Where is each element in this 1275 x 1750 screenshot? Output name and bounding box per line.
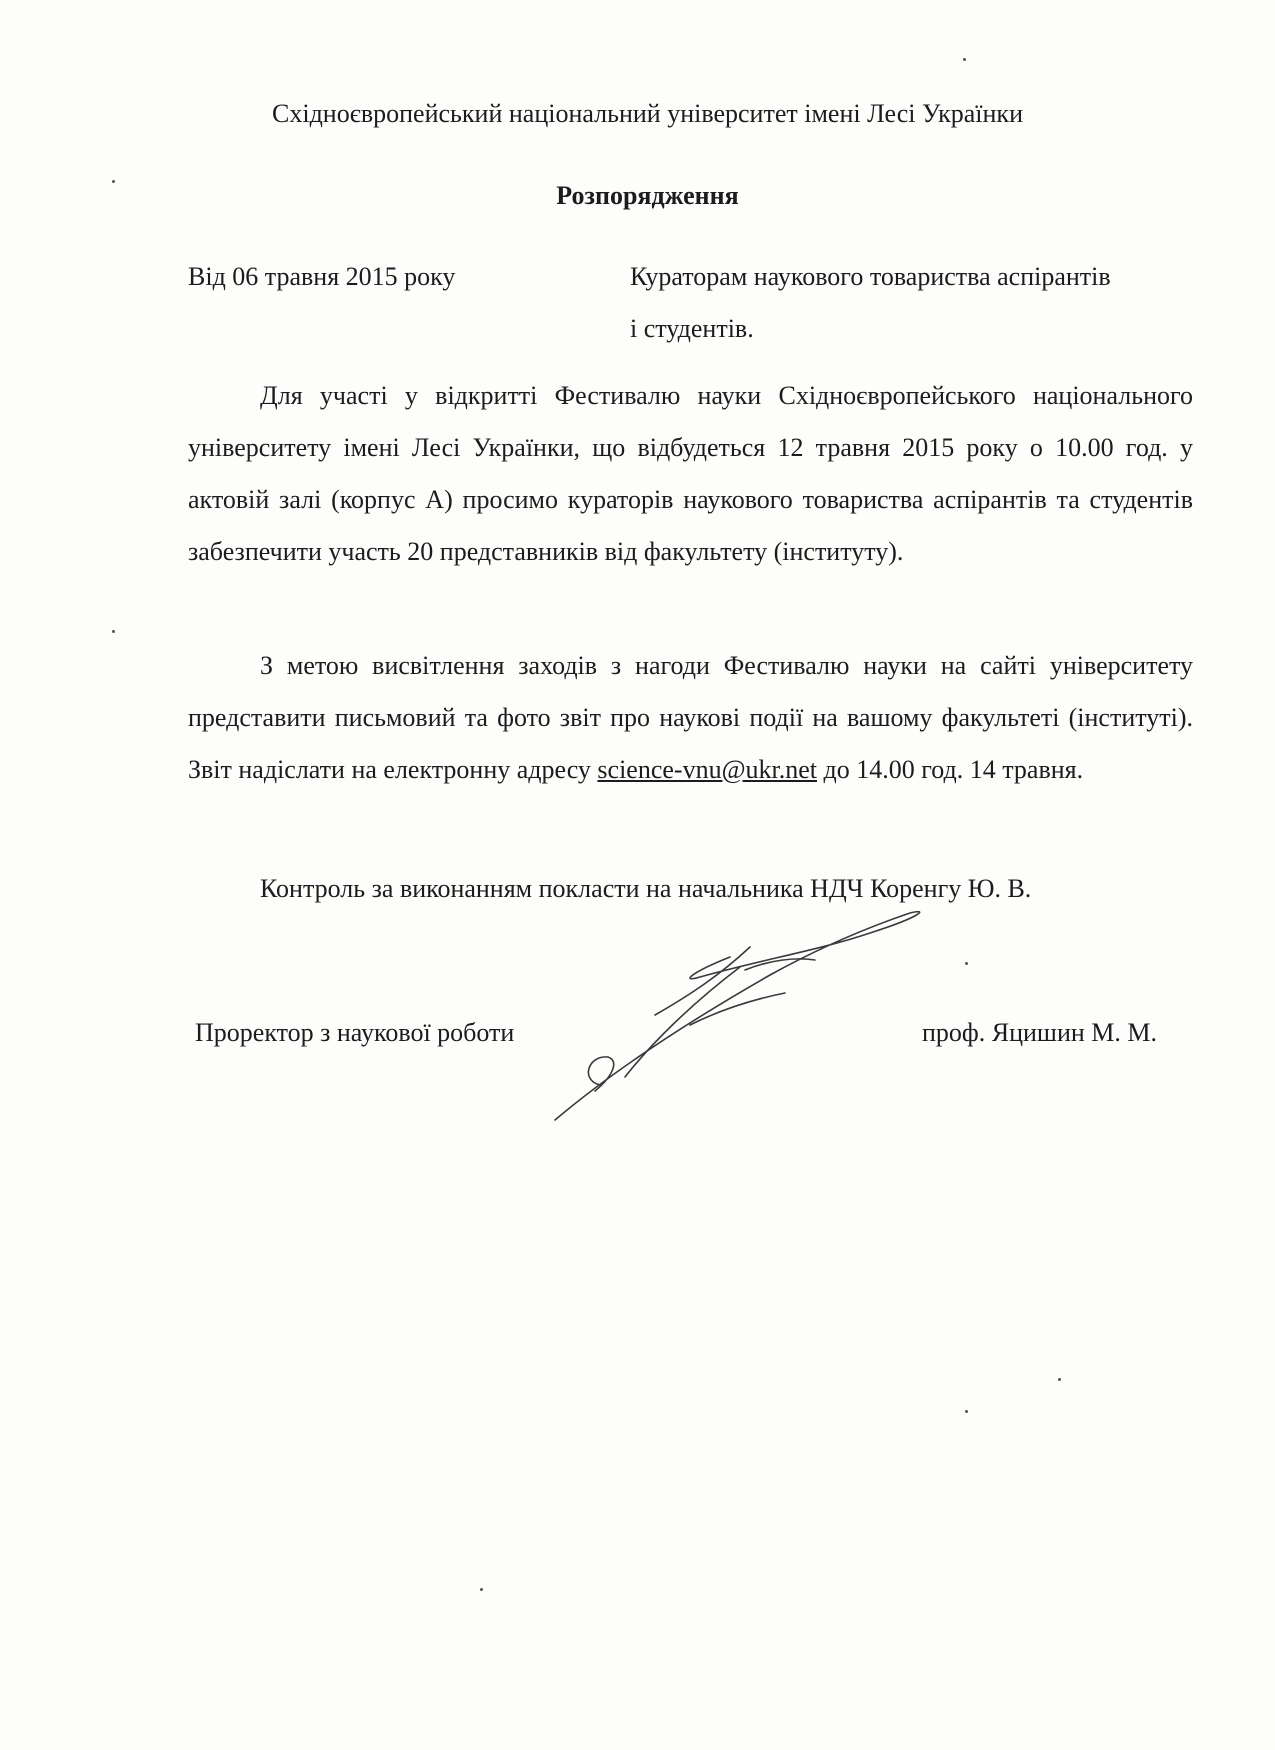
scan-speck xyxy=(963,58,966,61)
scan-speck xyxy=(112,630,115,633)
scan-speck xyxy=(480,1588,483,1591)
university-name: Східноєвропейський національний університет імені Лесі Українки xyxy=(272,99,1023,128)
paragraph-festival-participation xyxy=(188,370,1193,578)
scan-speck xyxy=(112,180,115,183)
scan-speck xyxy=(1058,1378,1061,1381)
handwritten-signature xyxy=(540,905,960,1135)
email-link[interactable]: science-vnu@ukr.net xyxy=(597,755,818,784)
paragraph-1-text: Для участі у відкритті Фестивалю науки Східноєвропейського національного університету імені Лесі Українки, що відбудеться 12 травня 2015 року о 10.00 год. у актовій залі (корпус А) просимо кураторів наукового товариства аспірантів та студентів забезпечити участь 20 представників від факультету (інституту). xyxy=(188,381,1193,566)
control-statement: Контроль за виконанням покласти на начальника НДЧ Коренгу Ю. В. xyxy=(260,874,1032,903)
scan-speck xyxy=(965,1410,968,1413)
scan-speck xyxy=(965,962,968,965)
paragraph-2-text: З метою висвітлення заходів з нагоди Фестивалю науки на сайті університету представити письмовий та фото звіт про наукові події на вашому факультеті (інституті). Звіт надіслати на електронну адресу xyxy=(188,651,1193,784)
addressee-line-1: Кураторам наукового товариства аспірантів xyxy=(630,262,1111,291)
document-date: Від 06 травня 2015 року xyxy=(188,262,456,291)
signatory-position: Проректор з наукової роботи xyxy=(195,1018,515,1047)
document-title: Розпорядження xyxy=(556,181,739,210)
paragraph-2-tail: до 14.00 год. 14 травня. xyxy=(823,755,1084,784)
signatory-name: проф. Яцишин М. М. xyxy=(922,1018,1158,1047)
addressee-line-2: і студентів. xyxy=(630,314,754,343)
paragraph-report xyxy=(188,640,1193,796)
